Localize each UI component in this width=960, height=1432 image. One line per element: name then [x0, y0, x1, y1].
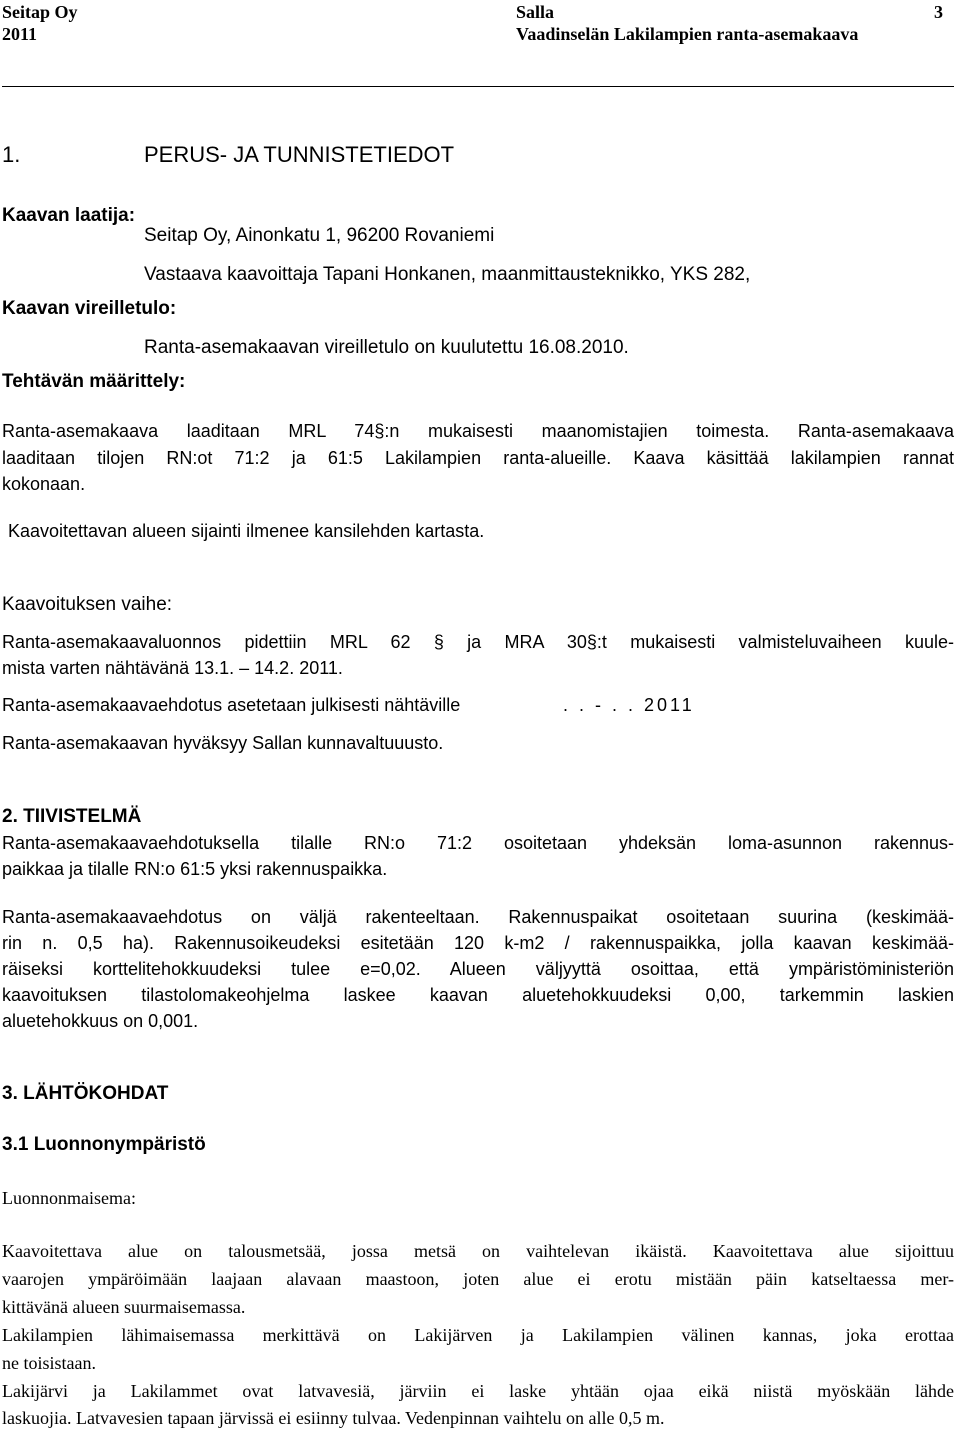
luonnonmaisema-p1-line-2: vaarojen ympäröimään laajaan alavaan maastoon, joten alue ei erotu mistään päin katseltaessa mer-: [2, 1269, 954, 1289]
header-company: Seitap Oy: [2, 2, 78, 22]
section3-title: 3. LÄHTÖKOHDAT: [2, 1083, 169, 1104]
maarittely-line-3: kokonaan.: [2, 474, 86, 494]
section1-number: 1.: [2, 142, 21, 167]
header-plan-name: Vaadinselän Lakilampien ranta-asemakaava: [516, 24, 859, 44]
tehtavan-maarittely-label: Tehtävän määrittely:: [2, 371, 186, 392]
kaavan-vireilletulo-label: Kaavan vireilletulo:: [2, 298, 177, 319]
maarittely-line-1: Ranta-asemakaava laaditaan MRL 74§:n mukaisesti maanomistajien toimesta. Ranta-asemakaava: [2, 421, 954, 441]
section2-title: 2. TIIVISTELMÄ: [2, 806, 142, 827]
maarittely-line-2: laaditaan tilojen RN:ot 71:2 ja 61:5 Lakilampien ranta-alueille. Kaava käsittää lakilampien rannat: [2, 448, 954, 468]
tiivistelma-p1-line-1: Ranta-asemakaavaehdotuksella tilalle RN:o 71:2 osoitetaan yhdeksän loma-asunnon rakennus-: [2, 833, 954, 853]
sijainti-text: Kaavoitettavan alueen sijainti ilmenee kansilehden kartasta.: [8, 521, 485, 541]
hyvaksyy-text: Ranta-asemakaavan hyväksyy Sallan kunnavaltuuusto.: [2, 733, 444, 753]
kaavan-laatija-address: Seitap Oy, Ainonkatu 1, 96200 Rovaniemi: [144, 225, 495, 246]
kaavoituksen-vaihe-label: Kaavoituksen vaihe:: [2, 594, 173, 615]
page-number: 3: [934, 2, 943, 22]
luonnonmaisema-p3-line-2: laskuojia. Latvavesien tapaan järvissä ei esiinny tulvaa. Vedenpinnan vaihtelu on alle 0,5 m.: [2, 1408, 665, 1428]
luonnonmaisema-label: Luonnonmaisema:: [2, 1188, 136, 1208]
tiivistelma-p2-line-1: Ranta-asemakaavaehdotus on väljä rakenteeltaan. Rakennuspaikat osoitetaan suurina (keskimää-: [2, 907, 954, 927]
tiivistelma-p2-line-3: räiseksi korttelitehokkuudeksi tulee e=0,02. Alueen väljyyttä osoittaa, että ympäristöministeriön: [2, 959, 954, 979]
tiivistelma-p2-line-5: aluetehokkuus on 0,001.: [2, 1011, 199, 1031]
header-rule: [2, 86, 954, 87]
section1-title: PERUS- JA TUNNISTETIEDOT: [144, 142, 455, 167]
ehdotus-text: Ranta-asemakaavaehdotus asetetaan julkisesti nähtäville: [2, 695, 461, 715]
vaihe-line-2: mista varten nähtävänä 13.1. – 14.2. 2011.: [2, 658, 343, 678]
header-municipality: Salla: [516, 2, 555, 22]
header-year: 2011: [2, 24, 38, 44]
kaavan-vireilletulo-text: Ranta-asemakaavan vireilletulo on kuulutettu 16.08.2010.: [144, 337, 629, 358]
luonnonmaisema-p2-line-2: ne toisistaan.: [2, 1353, 96, 1373]
luonnonmaisema-p1-line-1: Kaavoitettava alue on talousmetsää, jossa metsä on vaihtelevan ikäistä. Kaavoitettava alue sijoittuu: [2, 1241, 954, 1261]
vaihe-line-1: Ranta-asemakaavaluonnos pidettiin MRL 62 § ja MRA 30§:t mukaisesti valmisteluvaiheen kuule-: [2, 632, 954, 652]
ehdotus-date: . . - . . 2011: [563, 695, 695, 715]
tiivistelma-p1-line-2: paikkaa ja tilalle RN:o 61:5 yksi rakennuspaikka.: [2, 859, 388, 879]
kaavan-laatija-responsible: Vastaava kaavoittaja Tapani Honkanen, maanmittausteknikko, YKS 282,: [144, 264, 751, 285]
section3-1-title: 3.1 Luonnonympäristö: [2, 1134, 206, 1155]
luonnonmaisema-p1-line-3: kittävänä alueen suurmaisemassa.: [2, 1297, 246, 1317]
luonnonmaisema-p2-line-1: Lakilampien lähimaisemassa merkittävä on Lakijärven ja Lakilampien välinen kannas, joka erottaa: [2, 1325, 954, 1345]
tiivistelma-p2-line-4: kaavoituksen tilastolomakeohjelma laskee kaavan aluetehokkuudeksi 0,00, tarkemmin laskien: [2, 985, 954, 1005]
luonnonmaisema-p3-line-1: Lakijärvi ja Lakilammet ovat latvavesiä, järviin ei laske yhtään ojaa eikä niistä myöskään lähde: [2, 1381, 954, 1401]
tiivistelma-p2-line-2: rin n. 0,5 ha). Rakennusoikeudeksi esitetään 120 k-m2 / rakennuspaikka, jolla kaavan keskimää-: [2, 933, 954, 953]
kaavan-laatija-label: Kaavan laatija:: [2, 205, 136, 226]
